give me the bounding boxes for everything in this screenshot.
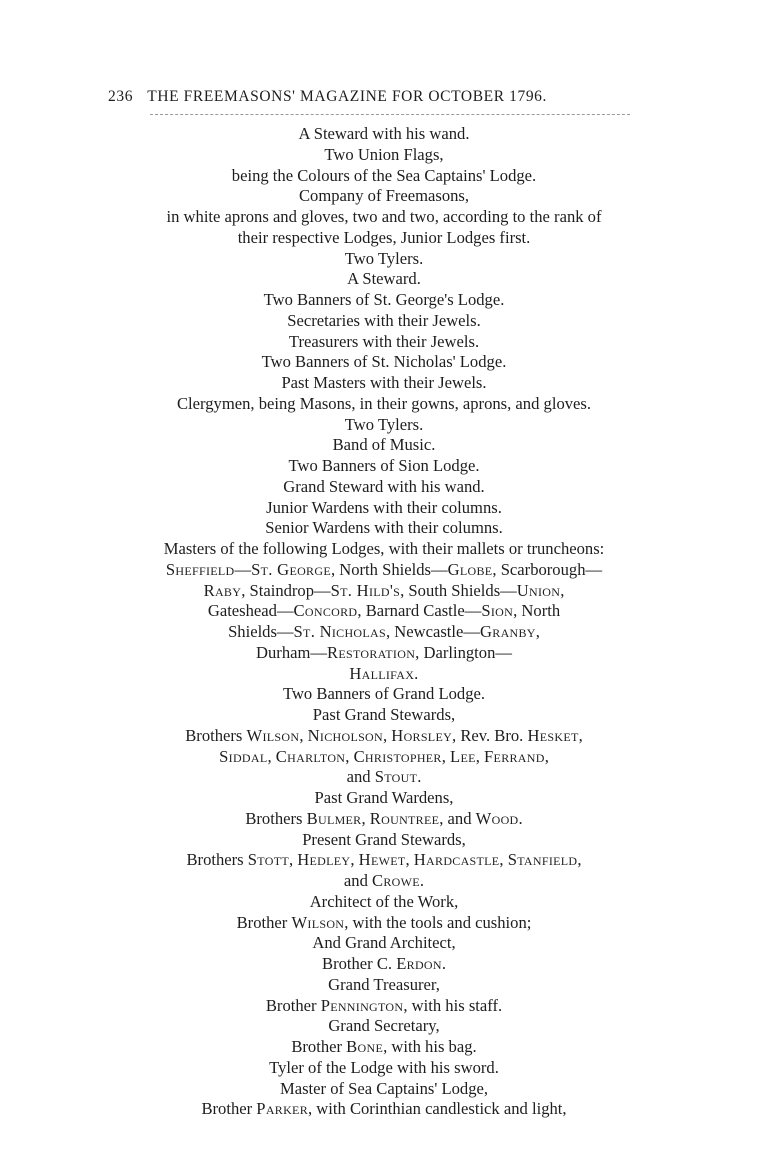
text-segment: being the Colours of the Sea Captains' Lodge.: [231, 165, 537, 185]
proper-name: Erdon: [396, 954, 442, 973]
text-line: [100, 166, 668, 187]
text-segment: ,: [544, 746, 549, 766]
text-segment: , with his staff.: [403, 995, 503, 1015]
text-line: [100, 830, 668, 851]
proper-name: Stott: [247, 850, 289, 870]
proper-name: Hallifax.: [349, 663, 419, 683]
text-line: [100, 975, 668, 996]
text-segment: , with the tools and cushion;: [344, 912, 532, 932]
text-segment: Two Banners of St. George's Lodge.: [263, 290, 505, 309]
text-segment: Grand Secretary,: [328, 1016, 440, 1036]
text-segment: Brothers: [245, 808, 307, 828]
text-segment: Durham—: [256, 642, 328, 662]
text-segment: , North Shields—: [330, 559, 448, 579]
text-segment: Senior Wardens with their columns.: [265, 518, 503, 538]
text-line: [100, 415, 668, 436]
text-line: [100, 124, 668, 145]
text-segment: Clergymen, being Masons, in their gowns, aprons, and gloves.: [176, 393, 592, 413]
text-segment: , with Corinthian candlestick and light,: [308, 1099, 567, 1119]
text-segment: Present Grand Stewards,: [302, 829, 466, 849]
running-title: THE FREEMASONS' MAGAZINE FOR OCTOBER 1796.: [147, 88, 548, 105]
text-segment: , Staindrop—: [241, 580, 331, 600]
text-segment: ,: [361, 808, 370, 828]
proper-name: St. Nicholas: [293, 622, 386, 641]
text-line: [100, 1058, 668, 1079]
text-line: [100, 622, 668, 643]
proper-name: Bone: [346, 1037, 384, 1056]
text-segment: Brother: [265, 995, 321, 1015]
text-line: [100, 456, 668, 477]
proper-name: Stanfield: [507, 850, 578, 870]
text-segment: Past Masters with their Jewels.: [281, 373, 487, 392]
text-segment: ,: [382, 725, 392, 745]
text-line: [100, 477, 668, 498]
text-line: [100, 249, 668, 270]
text-segment: ,: [350, 850, 359, 870]
text-segment: , Newcastle—: [385, 622, 480, 641]
text-segment: , North: [513, 601, 561, 621]
text-segment: Brother: [201, 1099, 257, 1119]
text-line: [100, 664, 668, 685]
text-segment: Architect of the Work,: [309, 891, 459, 911]
text-segment: Brothers: [185, 725, 247, 745]
text-line: [100, 145, 668, 166]
text-segment: Grand Treasurer,: [328, 974, 440, 994]
text-segment: ,: [288, 850, 298, 870]
text-line: [100, 290, 668, 311]
text-segment: , Scarborough—: [492, 559, 603, 579]
text-line: [100, 767, 668, 788]
text-segment: , Darlington—: [415, 642, 512, 662]
proper-name: Wilson: [246, 725, 300, 745]
proper-name: Raby: [203, 580, 242, 600]
text-segment: ,: [499, 850, 508, 870]
running-header: [108, 88, 648, 106]
text-segment: Two Banners of Grand Lodge.: [282, 684, 486, 704]
text-segment: ,: [267, 746, 276, 766]
text-line: [100, 186, 668, 207]
text-segment: ,: [405, 850, 414, 870]
text-segment: Brother C.: [322, 954, 397, 973]
text-line: [100, 394, 668, 415]
text-segment: , South Shields—: [400, 580, 517, 600]
text-segment: and: [343, 871, 373, 890]
text-line: [100, 435, 668, 456]
text-line: [100, 518, 668, 539]
proper-name: Lee: [450, 746, 476, 766]
text-segment: , with his bag.: [383, 1037, 477, 1056]
text-line: [100, 643, 668, 664]
text-line: [100, 601, 668, 622]
proper-name: Union: [516, 580, 561, 600]
proper-name: St. George: [251, 559, 331, 579]
text-line: [100, 871, 668, 892]
procession-text: [100, 124, 668, 1120]
proper-name: Sheffield: [165, 559, 235, 579]
text-line: [100, 1037, 668, 1058]
proper-name: Pennington: [320, 995, 404, 1015]
text-segment: Shields—: [228, 622, 294, 641]
text-segment: Secretaries with their Jewels.: [287, 310, 481, 330]
text-line: [100, 954, 668, 975]
text-segment: —: [234, 559, 252, 579]
proper-name: Crowe: [372, 871, 420, 890]
text-segment: ,: [299, 725, 308, 745]
proper-name: Ferrand: [484, 746, 545, 766]
text-segment: Two Tylers.: [344, 248, 424, 268]
text-segment: A Steward.: [347, 269, 421, 289]
text-segment: Master of Sea Captains' Lodge,: [279, 1078, 489, 1098]
text-segment: A Steward with his wand.: [298, 124, 470, 143]
text-segment: Junior Wardens with their columns.: [266, 497, 502, 517]
header-rule: [150, 114, 630, 115]
proper-name: Parker: [256, 1099, 308, 1119]
text-line: [100, 581, 668, 602]
text-segment: Treasurers with their Jewels.: [288, 331, 480, 351]
text-line: [100, 1099, 668, 1120]
proper-name: Granby: [479, 622, 536, 641]
text-segment: ,: [475, 746, 485, 766]
text-line: [100, 352, 668, 373]
proper-name: Nicholson: [307, 725, 383, 745]
text-line: [100, 788, 668, 809]
proper-name: Sion: [481, 601, 514, 621]
text-segment: their respective Lodges, Junior Lodges first.: [237, 227, 531, 247]
text-line: [100, 996, 668, 1017]
text-segment: ,: [578, 725, 583, 745]
text-segment: Grand Steward with his wand.: [283, 476, 485, 496]
proper-name: Wood: [475, 808, 519, 828]
text-segment: .: [518, 808, 523, 828]
text-segment: in white aprons and gloves, two and two, according to the rank of: [166, 207, 602, 226]
text-line: [100, 1079, 668, 1100]
proper-name: Hewet: [358, 850, 406, 870]
proper-name: Restoration: [327, 642, 416, 662]
text-line: [100, 747, 668, 768]
text-segment: Two Tylers.: [344, 414, 424, 434]
text-line: [100, 373, 668, 394]
proper-name: St. Hild's: [330, 580, 401, 600]
text-segment: Masters of the following Lodges, with their mallets or truncheons:: [163, 539, 605, 558]
text-segment: Tyler of the Lodge with his sword.: [269, 1057, 499, 1077]
proper-name: Rountree: [369, 808, 440, 828]
text-segment: Two Banners of St. Nicholas' Lodge.: [261, 352, 507, 372]
proper-name: Concord: [293, 601, 358, 621]
text-segment: Two Union Flags,: [324, 144, 444, 164]
text-line: [100, 933, 668, 954]
proper-name: Siddal: [219, 746, 268, 766]
proper-name: Christopher: [353, 746, 442, 766]
text-line: [100, 850, 668, 871]
page-number: 236: [108, 88, 134, 105]
text-segment: Two Banners of Sion Lodge.: [288, 456, 480, 475]
text-segment: .: [441, 954, 446, 973]
text-segment: Brothers: [186, 850, 248, 870]
text-line: [100, 913, 668, 934]
proper-name: Stout: [374, 767, 418, 787]
proper-name: Hardcastle: [413, 850, 500, 870]
text-segment: Brother: [291, 1037, 347, 1056]
text-line: [100, 726, 668, 747]
text-segment: And Grand Architect,: [312, 933, 456, 953]
text-segment: , Barnard Castle—: [357, 601, 482, 621]
proper-name: Wilson: [291, 912, 345, 932]
text-line: [100, 498, 668, 519]
text-segment: ,: [535, 622, 540, 641]
text-segment: Band of Music.: [332, 435, 436, 455]
text-line: [100, 1016, 668, 1037]
text-segment: ,: [441, 746, 451, 766]
text-segment: ,: [577, 850, 582, 870]
text-line: [100, 269, 668, 290]
text-line: [100, 705, 668, 726]
text-line: [100, 207, 668, 228]
proper-name: Globe: [447, 559, 493, 579]
text-line: [100, 892, 668, 913]
text-line: [100, 539, 668, 560]
text-segment: , and: [439, 808, 476, 828]
text-segment: and: [346, 767, 375, 787]
text-segment: , Rev. Bro.: [452, 725, 528, 745]
text-segment: ,: [345, 746, 354, 766]
text-line: [100, 809, 668, 830]
text-segment: Gateshead—: [207, 601, 294, 621]
text-segment: .: [419, 871, 425, 890]
text-line: [100, 332, 668, 353]
proper-name: Hedley: [297, 850, 351, 870]
text-segment: Company of Freemasons,: [298, 186, 470, 206]
text-segment: Brother: [236, 912, 292, 932]
text-line: [100, 684, 668, 705]
text-segment: Past Grand Wardens,: [314, 788, 454, 807]
proper-name: Charlton: [275, 746, 346, 766]
proper-name: Horsley: [391, 725, 453, 745]
text-segment: .: [417, 767, 422, 787]
proper-name: Bulmer: [306, 808, 362, 828]
text-line: [100, 311, 668, 332]
text-line: [100, 228, 668, 249]
text-segment: Past Grand Stewards,: [312, 705, 456, 724]
proper-name: Hesket: [527, 725, 579, 745]
text-segment: ,: [560, 580, 565, 600]
text-line: [100, 560, 668, 581]
